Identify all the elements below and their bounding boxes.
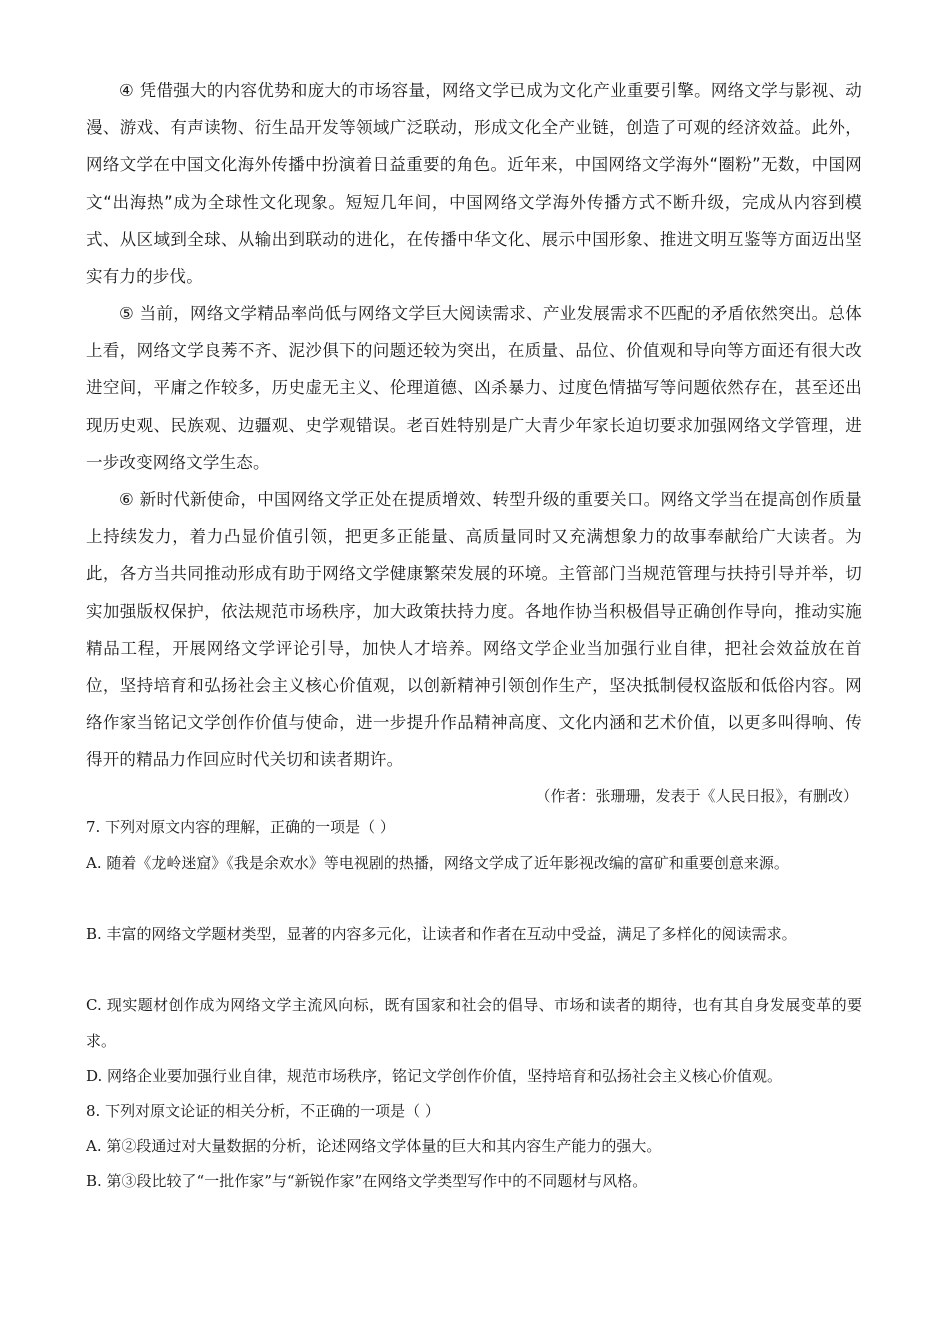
question-7-option-c: C. 现实题材创作成为网络文学主流风向标，既有国家和社会的倡导、市场和读者的期待，也有其自身发展变革的要求。 bbox=[86, 996, 862, 1050]
question-8-option-b: B. 第③段比较了“一批作家”与“新锐作家”在网络文学类型写作中的不同题材与风格。 bbox=[86, 1172, 648, 1190]
question-8-option-a: A. 第②段通过对大量数据的分析，论述网络文学体量的巨大和其内容生产能力的强大。 bbox=[86, 1137, 662, 1155]
paragraph-4: ④ 凭借强大的内容优势和庞大的市场容量，网络文学已成为文化产业重要引擎。网络文学与影视、动漫、游戏、有声读物、衍生品开发等领域广泛联动，形成文化全产业链，创造了可观的经济效益。此外，网络文学在中国文化海外传播中扮演着日益重要的角色。近年来，中国网络文学海外“圈粉”无数，中国网文“出海热”成为全球性文化现象。短短几年间，中国网络文学海外传播方式不断升级，完成从内容到模式、从区域到全球、从输出到联动的进化，在传播中华文化、展示中国形象、推进文明互鉴等方面迈出坚实有力的步伐。 bbox=[86, 81, 862, 287]
question-7-option-b: B. 丰富的网络文学题材类型，显著的内容多元化，让读者和作者在互动中受益，满足了多样化的阅读需求。 bbox=[86, 925, 797, 943]
article-source: （作者：张珊珊，发表于《人民日报》，有删改） bbox=[535, 787, 858, 805]
question-7-option-a: A. 随着《龙岭迷窟》《我是余欢水》等电视剧的热播，网络文学成了近年影视改编的富矿和重要创意来源。 bbox=[86, 854, 789, 872]
paragraph-6: ⑥ 新时代新使命，中国网络文学正处在提质增效、转型升级的重要关口。网络文学当在提高创作质量上持续发力，着力凸显价值引领，把更多正能量、高质量同时又充满想象力的故事奉献给广大读者。为此，各方当共同推动形成有助于网络文学健康繁荣发展的环境。主管部门当规范管理与扶持引导并举，切实加强版权保护，依法规范市场秩序，加大政策扶持力度。各地作协当积极倡导正确创作导向，推动实施精品工程，开展网络文学评论引导，加快人才培养。网络文学企业当加强行业自律，把社会效益放在首位，坚持培育和弘扬社会主义核心价值观，以创新精神引领创作生产，坚决抵制侵权盗版和低俗内容。网络作家当铭记文学创作价值与使命，进一步提升作品精神高度、文化内涵和艺术价值，以更多叫得响、传得开的精品力作回应时代关切和读者期许。 bbox=[86, 490, 862, 770]
question-7-option-d: D. 网络企业要加强行业自律，规范市场秩序，铭记文学创作价值，坚持培育和弘扬社会主义核心价值观。 bbox=[86, 1067, 783, 1085]
question-8-stem: 8. 下列对原文论证的相关分析，不正确的一项是（ ） bbox=[86, 1102, 440, 1120]
question-7-stem: 7. 下列对原文内容的理解，正确的一项是（ ） bbox=[86, 818, 395, 836]
paragraph-5: ⑤ 当前，网络文学精品率尚低与网络文学巨大阅读需求、产业发展需求不匹配的矛盾依然突出。总体上看，网络文学良莠不齐、泥沙俱下的问题还较为突出，在质量、品位、价值观和导向等方面还有很大改进空间，平庸之作较多，历史虚无主义、伦理道德、凶杀暴力、过度色情描写等问题依然存在，甚至还出现历史观、民族观、边疆观、史学观错误。老百姓特别是广大青少年家长迫切要求加强网络文学管理，进一步改变网络文学生态。 bbox=[86, 304, 862, 472]
